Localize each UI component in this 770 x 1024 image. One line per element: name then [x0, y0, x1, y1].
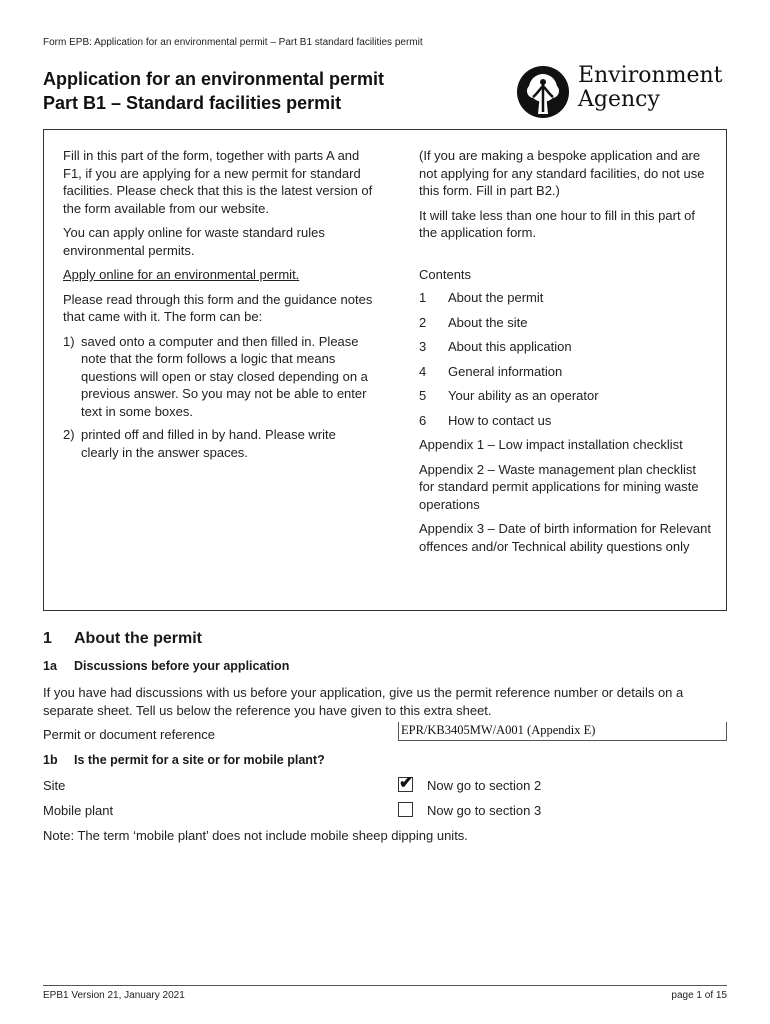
contents-item	[419, 314, 714, 332]
form-version: EPB1 Version 21, January 2021	[43, 990, 185, 1001]
contents-item-number: 3	[419, 339, 427, 354]
question-title: Is the permit for a site or for mobile plant?	[74, 753, 325, 767]
contents-item-number: 1	[419, 290, 427, 305]
checkmark-icon: ✔	[399, 773, 414, 792]
page-number: page 1 of 15	[671, 990, 727, 1001]
list-item	[63, 333, 373, 421]
section-heading	[43, 630, 202, 648]
intro-paragraph: Please read through this form and the guidance notes that came with it. The form can be:	[63, 291, 373, 324]
contents-item-label: About this application	[448, 339, 572, 354]
title-line-2: Part B1 – Standard facilities permit	[43, 93, 342, 113]
list-item-number: 1)	[63, 333, 75, 349]
list-item-number: 2)	[63, 427, 75, 442]
permit-reference-field[interactable]	[398, 722, 727, 741]
question-note: Note: The term ‘mobile plant’ does not include mobile sheep dipping units.	[43, 828, 468, 843]
contents-item-label: About the permit	[448, 290, 544, 305]
contents-item	[419, 363, 714, 381]
intro-paragraph: (If you are making a bespoke application and are not applying for any standard facilities, do not use this form. Fill in part B2.)	[419, 148, 705, 198]
list-item-text: saved onto a computer and then filled in. Please note that the form follows a logic that means questions will open or stay closed depending on a previous answer. So you may not be able to enter text in some boxes.	[81, 333, 368, 419]
page-title	[43, 67, 384, 115]
title-line-1: Application for an environmental permit	[43, 69, 385, 89]
permit-reference-label: Permit or document reference	[43, 727, 215, 742]
contents-item-number: 4	[419, 363, 427, 379]
goto-instruction: Now go to section 2	[427, 778, 542, 793]
question-instructions: If you have had discussions with us before your application, give us the permit reference number or details on a separate sheet. Tell us below the reference you have given to this extra sheet.	[43, 685, 684, 718]
contents-item	[419, 338, 714, 356]
footer-divider	[43, 985, 727, 986]
form-header-line: Form EPB: Application for an environmental permit – Part B1 standard facilities permit	[43, 37, 423, 48]
contents-item	[419, 412, 714, 430]
logo-line-1: Environment	[578, 63, 723, 88]
mobile-plant-checkbox[interactable]	[398, 802, 413, 817]
contents-item-label: About the site	[448, 314, 528, 330]
goto-instruction: Now go to section 3	[427, 803, 542, 818]
question-heading-1b	[43, 753, 325, 767]
question-number: 1b	[43, 753, 58, 767]
question-heading-1a	[43, 659, 289, 673]
contents-item-label: How to contact us	[448, 412, 552, 428]
intro-paragraph: It will take less than one hour to fill in this part of the application form.	[419, 207, 696, 240]
question-title: Discussions before your application	[74, 659, 290, 673]
contents-item-number: 5	[419, 388, 427, 403]
environment-agency-logo	[515, 64, 730, 120]
intro-paragraph: You can apply online for waste standard rules environmental permits.	[63, 225, 325, 258]
list-item	[63, 426, 373, 461]
intro-paragraph: Fill in this part of the form, together with parts A and F1, if you are applying for a new permit for standard facilities. Please check that this is the latest version of the form available from our website.	[63, 148, 373, 216]
appendix-item: Appendix 1 – Low impact installation checklist	[419, 437, 683, 452]
question-number: 1a	[43, 659, 57, 673]
intro-box	[43, 129, 727, 611]
intro-right-column	[419, 147, 714, 562]
contents-item-number: 6	[419, 412, 427, 428]
section-title: About the permit	[74, 630, 202, 647]
logo-text	[578, 64, 723, 112]
contents-item-number: 2	[419, 314, 427, 330]
contents-heading: Contents	[419, 266, 472, 282]
logo-line-2: Agency	[578, 87, 660, 112]
appendix-item: Appendix 3 – Date of birth information for Relevant offences and/or Technical ability questions only	[419, 521, 711, 554]
contents-item	[419, 387, 714, 405]
permit-reference-value: EPR/KB3405MW/A001 (Appendix E)	[401, 723, 596, 737]
option-label-site: Site	[43, 778, 66, 793]
intro-left-column	[63, 147, 373, 467]
tree-emblem-icon	[515, 64, 571, 120]
contents-item-label: General information	[448, 363, 563, 379]
apply-online-link[interactable]: Apply online for an environmental permit.	[63, 267, 300, 282]
contents-item-label: Your ability as an operator	[448, 388, 599, 403]
option-label-mobile-plant: Mobile plant	[43, 803, 114, 818]
site-checkbox[interactable]	[398, 773, 414, 792]
appendix-item: Appendix 2 – Waste management plan checklist for standard permit applications for mining waste operations	[419, 461, 699, 512]
list-item-text: printed off and filled in by hand. Please write clearly in the answer spaces.	[81, 427, 336, 460]
section-number: 1	[43, 630, 52, 647]
contents-item	[419, 289, 714, 307]
